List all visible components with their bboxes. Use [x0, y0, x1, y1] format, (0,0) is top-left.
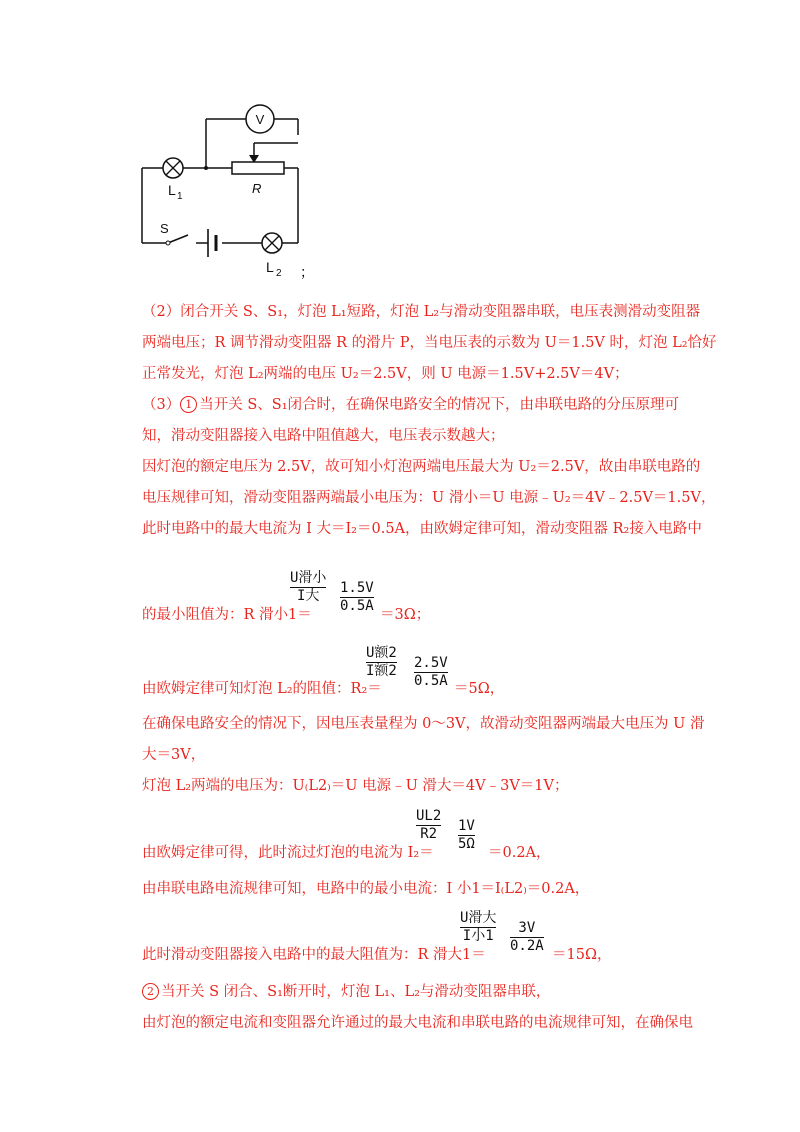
- fraction-numerator: 2.5V: [414, 655, 448, 671]
- fraction-denominator: R2: [420, 826, 438, 842]
- r2-text: 由欧姆定律可知灯泡 L₂的阻值：R₂＝: [142, 681, 382, 697]
- r-label: R: [252, 181, 262, 196]
- v-range-line-b: 大＝3V，: [142, 747, 206, 763]
- r-min-result: ＝3Ω；: [380, 607, 431, 623]
- l2-label: L: [266, 259, 274, 275]
- fraction-denominator: 0.5A: [340, 598, 374, 614]
- p3-line-b: 知，滑动变阻器接入电路中阻值越大，电压表示数越大；: [142, 428, 505, 444]
- fraction-numerator: U滑小: [290, 570, 327, 586]
- fraction-denominator: I小1: [462, 928, 494, 944]
- r-min-text: 的最小阻值为：R 滑小1＝: [142, 607, 312, 623]
- p3-line-d: 电压规律可知，滑动变阻器两端最小电压为：U 滑小＝U 电源﹣U₂＝4V﹣2.5V＝1.5V，: [142, 490, 716, 506]
- fraction-u-slide-max: [460, 910, 496, 945]
- l2-sub: 2: [276, 268, 282, 279]
- l1-label: L: [168, 182, 176, 198]
- fraction-u-rated-2: [366, 645, 397, 680]
- fraction-u-slide-min: [290, 570, 326, 605]
- p3-line-e: 此时电路中的最大电流为 I 大＝I₂＝0.5A，由欧姆定律可知，滑动变阻器 R₂接入电路中: [142, 521, 702, 537]
- switch-icon: [166, 241, 170, 245]
- fraction-numerator: 3V: [510, 920, 544, 938]
- p2-line-c: 正常发光，灯泡 L₂两端的电压 U₂＝2.5V，则 U 电源＝1.5V+2.5V＝4V；: [142, 366, 629, 382]
- fraction-1-5v-0-5a: [340, 580, 374, 615]
- p4-line-a: [142, 980, 550, 1001]
- junction-dot: [204, 166, 208, 170]
- p4-line-a-text: 当开关 S 闭合、S₁断开时，灯泡 L₁、L₂与滑动变阻器串联，: [161, 984, 551, 1000]
- fraction-denominator: I额2: [366, 663, 397, 679]
- fraction-1v-5ohm: [458, 818, 475, 853]
- fraction-numerator: U额2: [366, 645, 397, 661]
- i2-text: 由欧姆定律可得，此时流过灯泡的电流为 I₂＝: [142, 845, 434, 861]
- circuit-diagram: [130, 95, 320, 280]
- i2-result: ＝0.2A，: [488, 845, 551, 861]
- v-range-line-a: 在确保电路安全的情况下，因电压表量程为 0～3V，故滑动变阻器两端最大电压为 U 滑: [142, 716, 705, 732]
- p2-line-b: 两端电压；R 调节滑动变阻器 R 的滑片 P，当电压表的示数为 U＝1.5V 时，灯泡 L₂恰好: [142, 335, 717, 351]
- ul2-line: 灯泡 L₂两端的电压为：U₍L2₎＝U 电源﹣U 滑大＝4V﹣3V＝1V；: [142, 778, 569, 794]
- voltmeter-label: V: [255, 112, 265, 127]
- fraction-3v-0-2a: [510, 920, 544, 955]
- fraction-numerator: UL2: [416, 808, 442, 824]
- fraction-2-5v-0-5a: [414, 655, 448, 690]
- p4-line-b: 由灯泡的额定电流和变阻器允许通过的最大电流和串联电路的电流规律可知，在确保电: [142, 1015, 693, 1031]
- circled-2-icon: 2: [142, 983, 159, 1000]
- fraction-ul2-r2: [416, 808, 441, 843]
- r-max-text: 此时滑动变阻器接入电路中的最大阻值为：R 滑大1＝: [142, 947, 486, 963]
- fraction-denominator: 0.2A: [510, 938, 544, 954]
- r2-result: ＝5Ω，: [454, 681, 505, 697]
- fraction-denominator: I大: [297, 588, 320, 604]
- fraction-denominator: 5Ω: [458, 836, 475, 852]
- p3-line-a-text: 当开关 S、S₁闭合时，在确保电路安全的情况下，由串联电路的分压原理可: [199, 397, 680, 413]
- circled-1-icon: 1: [180, 396, 197, 413]
- p3-prefix: （3）: [142, 397, 181, 413]
- lamp-l2-icon: [262, 233, 282, 253]
- p3-line-a: [142, 393, 679, 414]
- fraction-numerator: U滑大: [460, 910, 497, 926]
- rheostat-icon: [232, 162, 284, 174]
- s-label: S: [160, 221, 169, 236]
- fraction-numerator: 1.5V: [340, 580, 374, 596]
- p3-line-c: 因灯泡的额定电压为 2.5V，故可知小灯泡两端电压最大为 U₂＝2.5V，故由串联电路的: [142, 459, 701, 475]
- circuit-trailing: ；: [300, 265, 314, 281]
- l1-sub: 1: [177, 191, 183, 202]
- r-max-result: ＝15Ω，: [552, 947, 612, 963]
- battery-icon: [208, 229, 216, 257]
- fraction-denominator: 0.5A: [414, 673, 448, 689]
- fraction-numerator: 1V: [458, 818, 475, 834]
- lamp-l1-icon: [163, 158, 183, 178]
- p2-line-a: （2）闭合开关 S、S₁，灯泡 L₁短路，灯泡 L₂与滑动变阻器串联，电压表测滑动变阻器: [142, 304, 701, 320]
- i-min-line: 由串联电路电流规律可知，电路中的最小电流：I 小1＝I₍L2₎＝0.2A，: [142, 881, 590, 897]
